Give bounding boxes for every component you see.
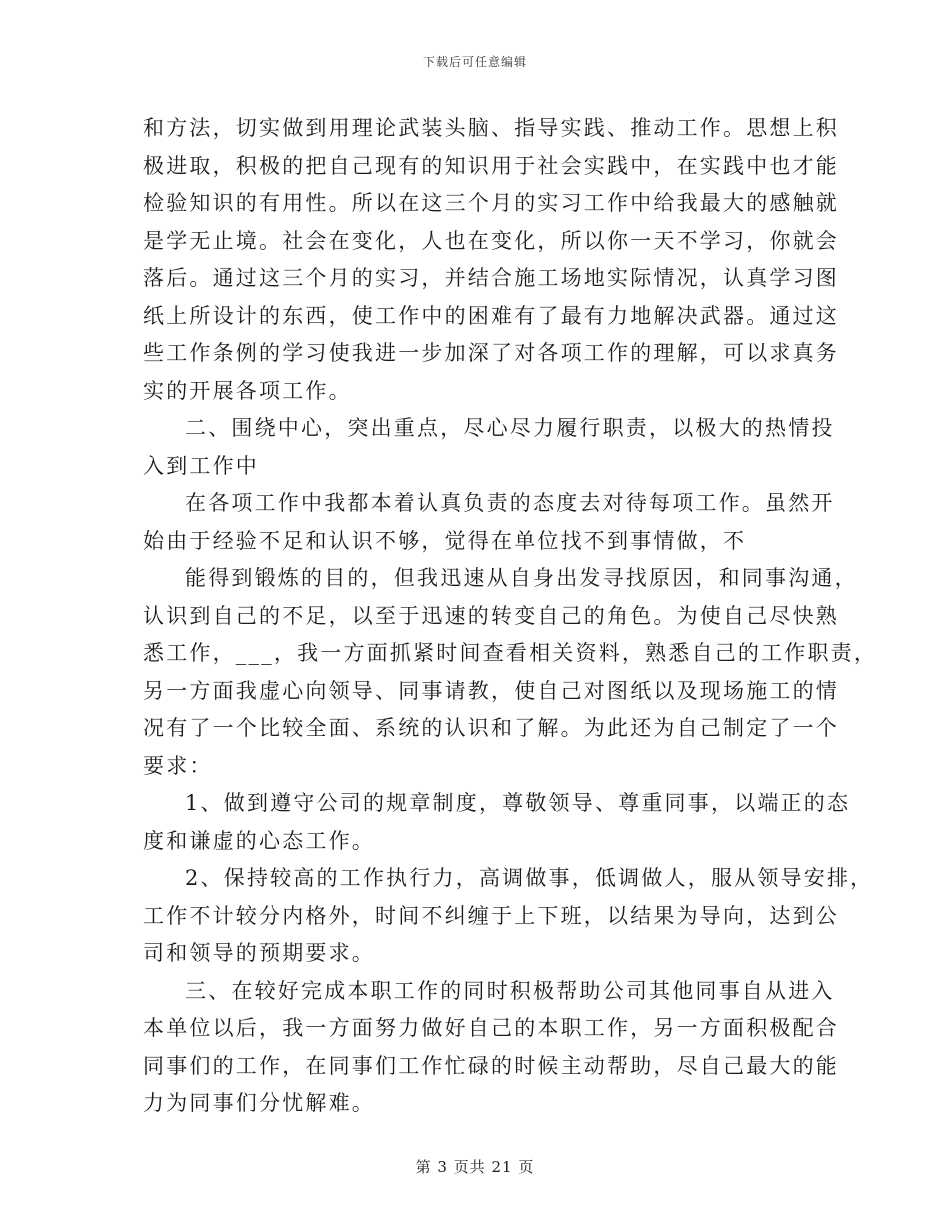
text-line: 检验知识的有用性。所以在这三个月的实习工作中给我最大的感触就 bbox=[143, 191, 839, 215]
text-line: 工作不计较分内格外，时间不纠缠于上下班，以结果为导向，达到公 bbox=[143, 903, 839, 928]
text-line: 落后。通过这三个月的实习，并结合施工场地实际情况，认真学习图 bbox=[143, 266, 839, 290]
text-line: 些工作条例的学习使我进一步加深了对各项工作的理解，可以求真务 bbox=[143, 341, 839, 365]
text-line: 力为同事们分忧解难。 bbox=[143, 1091, 375, 1115]
text-line: 实的开展各项工作。 bbox=[143, 378, 352, 403]
text-line: 二、围绕中心，突出重点，尽心尽力履行职责，以极大的热情投 bbox=[185, 416, 835, 440]
text-line: 2、保持较高的工作执行力，高调做事，低调做人，服从领导安排， bbox=[185, 866, 874, 890]
text-line: 司和领导的预期要求。 bbox=[143, 941, 375, 965]
text-line: 况有了一个比较全面、系统的认识和了解。为此还为自己制定了一个 bbox=[143, 716, 839, 740]
text-line: 极进取，积极的把自己现有的知识用于社会实践中，在实践中也才能 bbox=[143, 153, 839, 178]
text-line: 同事们的工作，在同事们工作忙碌的时候主动帮助，尽自己最大的能 bbox=[143, 1053, 839, 1078]
page-header: 下载后可任意编辑 bbox=[422, 55, 527, 69]
text-line: 认识到自己的不足，以至于迅速的转变自己的角色。为使自己尽快熟 bbox=[143, 603, 839, 628]
document-body bbox=[143, 112, 878, 1125]
text-line: 度和谦虚的心态工作。 bbox=[143, 828, 375, 853]
text-line: 和方法，切实做到用理论武装头脑、指导实践、推动工作。思想上积 bbox=[143, 116, 839, 140]
text-line: 在各项工作中我都本着认真负责的态度去对待每项工作。虽然开 bbox=[185, 491, 835, 515]
text-line: 入到工作中 bbox=[143, 453, 259, 478]
text-line: 1、做到遵守公司的规章制度，尊敬领导、尊重同事，以端正的态 bbox=[185, 791, 851, 815]
text-line: 纸上所设计的东西，使工作中的困难有了最有力地解决武器。通过这 bbox=[143, 303, 839, 328]
text-line: 能得到锻炼的目的，但我迅速从自身出发寻找原因，和同事沟通， bbox=[185, 566, 858, 590]
page-number-footer: 第 3 页共 21 页 bbox=[415, 1158, 535, 1176]
text-line: 另一方面我虚心向领导、同事请教，使自己对图纸以及现场施工的情 bbox=[143, 678, 839, 703]
text-line: 始由于经验不足和认识不够，觉得在单位找不到事情做，不 bbox=[143, 528, 747, 553]
text-line: 三、在较好完成本职工作的同时积极帮助公司其他同事自从进入 bbox=[185, 978, 835, 1003]
text-line: 本单位以后，我一方面努力做好自己的本职工作，另一方面积极配合 bbox=[143, 1016, 839, 1040]
text-line: 要求： bbox=[143, 753, 213, 778]
text-line: 悉工作，___，我一方面抓紧时间查看相关资料，熟悉自己的工作职责， bbox=[143, 641, 878, 665]
text-line: 是学无止境。社会在变化，人也在变化，所以你一天不学习，你就会 bbox=[143, 228, 839, 253]
